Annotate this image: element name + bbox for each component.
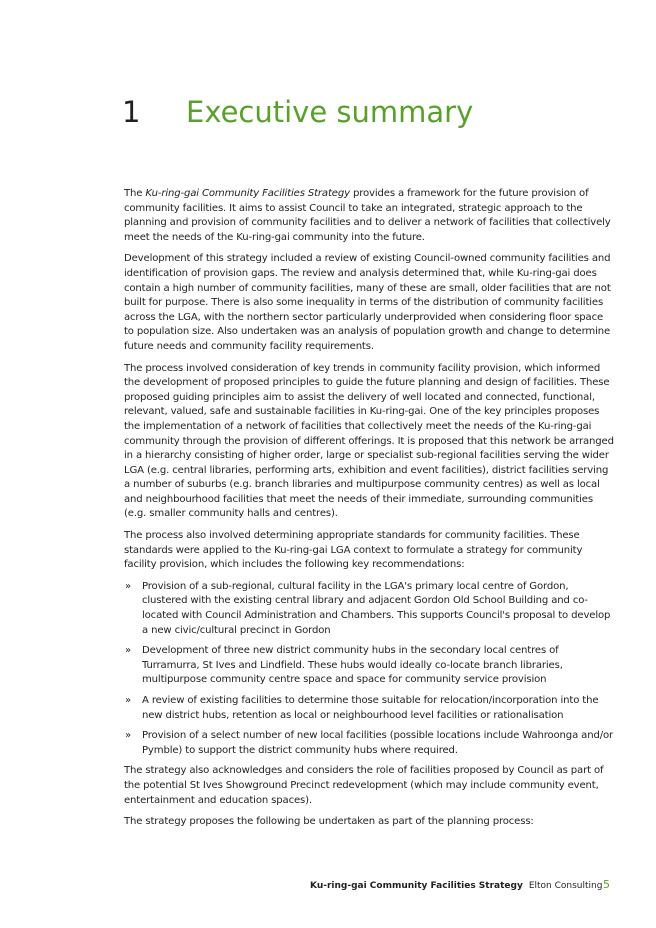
- paragraph-showground: The strategy also acknowledges and considers the role of facilities proposed by Council as part of the potential St Ives Showground Precinct redevelopment (which may include community event, entertainment and education spaces).: [124, 765, 604, 806]
- body-content: [124, 187, 614, 837]
- page-number: 5: [603, 878, 610, 891]
- page-footer: [310, 880, 614, 892]
- section-heading: [122, 92, 473, 132]
- paragraph-review: Development of this strategy included a review of existing Council-owned community facilities and identification of provision gaps. The review and analysis determined that, while Ku-ring-gai does contain a high number of community facilities, many of these are small, older facilities that are not built for purpose. There is also some inequality in terms of the distribution of community facilities across the LGA, with the northern sector particularly underprovided when considering floor space to population size. Also undertaken was an analysis of population growth and change to determine future needs and community facility requirements.: [124, 253, 611, 352]
- intro-prefix: The: [124, 188, 146, 199]
- strategy-title-italic: Ku-ring-gai Community Facilities Strategy: [145, 188, 350, 199]
- list-item: » Provision of a sub-regional, cultural facility in the LGA's primary local centre of Gordon, clustered with the existing central library and adjacent Gordon Old School Building and co-located with Council Administration and Chambers. This supports Council's proposal to develop a new civic/cultural precinct in Gordon: [124, 580, 614, 638]
- intro-paragraph: [124, 187, 614, 245]
- paragraph-planning: The strategy proposes the following be undertaken as part of the planning process:: [124, 816, 534, 828]
- footer-document-title: Ku-ring-gai Community Facilities Strategy: [310, 881, 523, 891]
- footer-organisation: Elton Consulting: [528, 881, 603, 891]
- section-number: 1: [122, 95, 141, 129]
- list-item: » A review of existing facilities to determine those suitable for relocation/incorporation into the new district hubs, retention as local or neighbourhood level facilities or rationalisation: [124, 694, 614, 723]
- list-item: » Provision of a select number of new local facilities (possible locations include Wahroonga and/or Pymble) to support the district community hubs where required.: [124, 729, 614, 758]
- section-title: Executive summary: [186, 95, 474, 129]
- list-item: » Development of three new district community hubs in the secondary local centres of Turramurra, St Ives and Lindfield. These hubs would ideally co-locate branch libraries, multipurpose community centre space and space for community service provision: [124, 644, 614, 688]
- paragraph-process: The process involved consideration of key trends in community facility provision, which informed the development of proposed principles to guide the future planning and design of facilities. These proposed guiding principles aim to assist the delivery of well located and connected, functional, relevant, valued, safe and sustainable facilities in Ku-ring-gai. One of the key principles proposes the implementation of a network of facilities that collectively meet the needs of the Ku-ring-gai community through the provision of different offerings. It is proposed that this network be arranged in a hierarchy consisting of higher order, large or specialist sub-regional facilities serving the wider LGA (e.g. central libraries, performing arts, exhibition and event facilities), district facilities serving a number of suburbs (e.g. branch libraries and multipurpose community centres) as well as local and neighbourhood facilities that meet the needs of their immediate, surrounding communities (e.g. smaller community halls and centres).: [124, 362, 614, 520]
- intro-rest: provides a framework for the future provision of community facilities. It aims to assist Council to take an integrated, strategic approach to the planning and provision of community facilities and to deliver a network of facilities that collectively meet the needs of the Ku-ring-gai community into the future.: [124, 188, 611, 243]
- paragraph-standards: The process also involved determining appropriate standards for community facilities. These standards were applied to the Ku-ring-gai LGA context to formulate a strategy for community facility provision, which includes the following key recommendations:: [124, 530, 583, 571]
- recommendations-list: [124, 580, 614, 759]
